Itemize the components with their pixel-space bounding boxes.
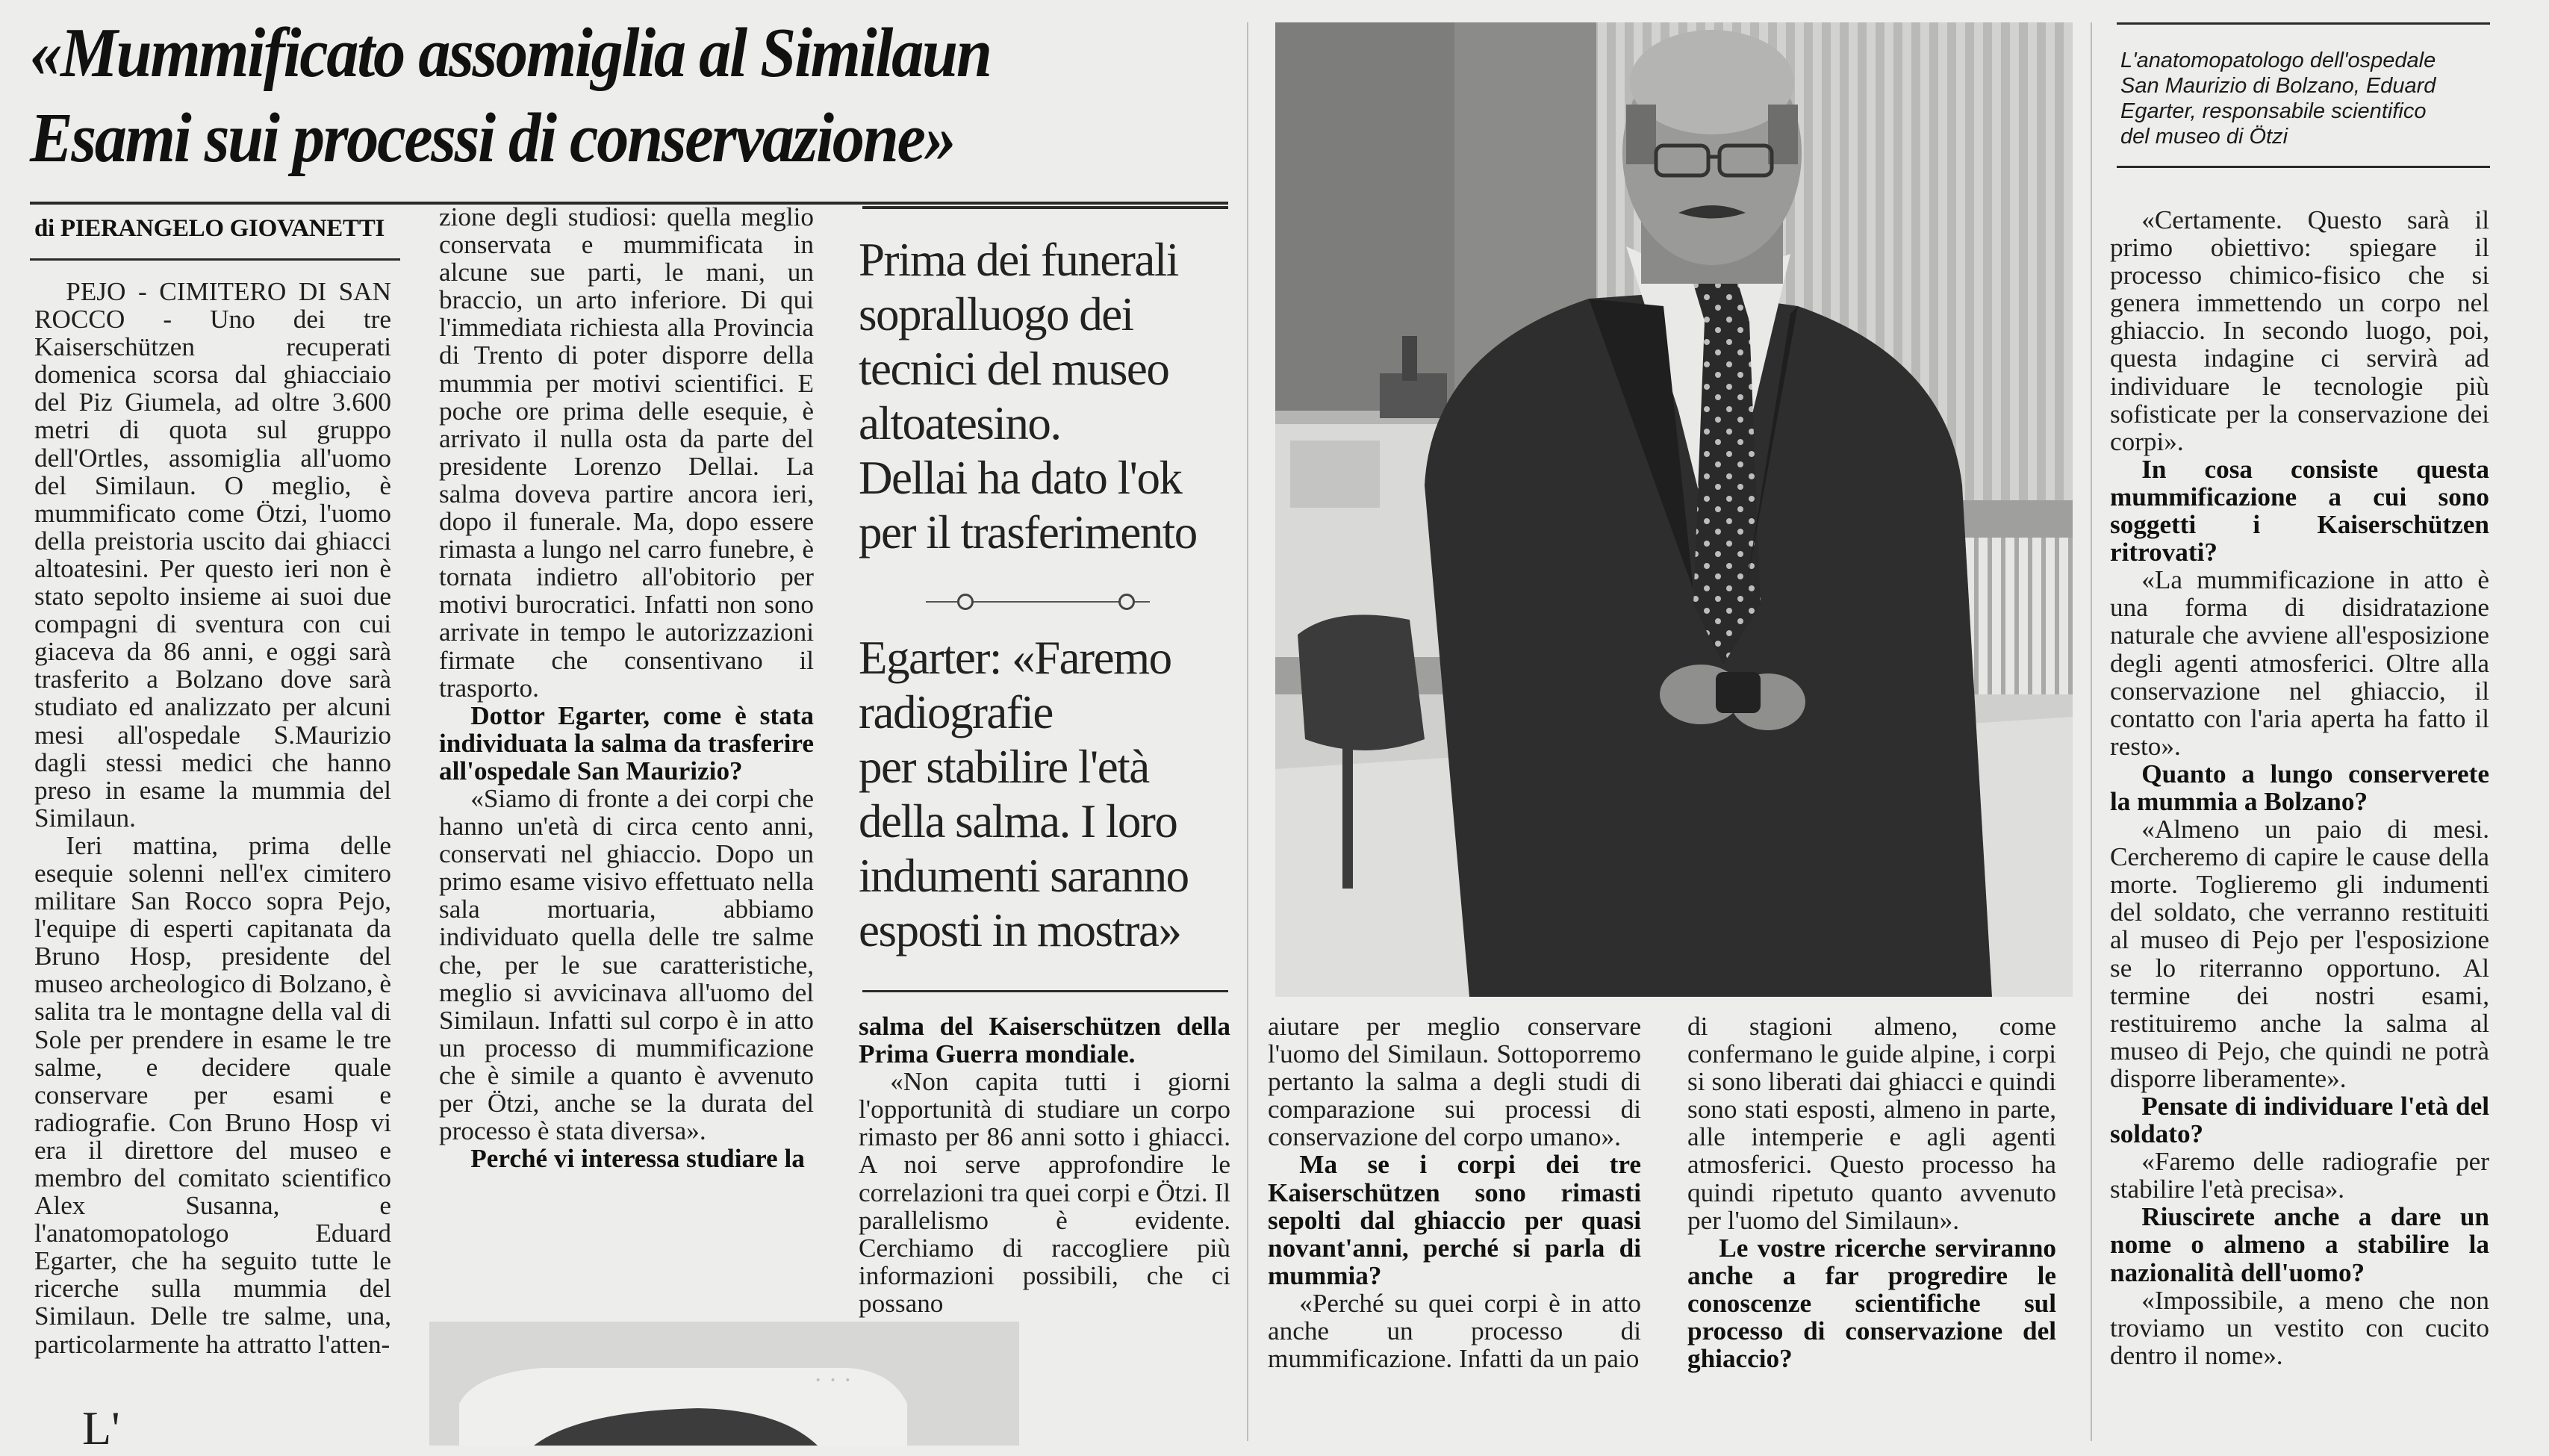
- col2-paragraph-1: zione degli studiosi: quella meglio conservata e mummificata in alcune sue parti, le mani, un braccio, un arto inferiore. Di qui l'immediata richiesta alla Provincia di Trento di poter disporre della mummia per motivi scientifici. E poche ore prima delle esequie, è arrivato il nulla osta da parte del presidente Lorenzo Dellai. La salma doveva partire ancora ieri, dopo il funerale. Ma, dopo essere rimasta a lungo nel carro funebre, è tornata indietro all'obitorio per motivi burocratici. Infatti non sono arrivate in tempo le autorizzazioni firmate che consentivano il trasporto.: [439, 202, 814, 703]
- caption-line: L'anatomopatologo dell'ospedale: [2120, 49, 2436, 72]
- col2-answer-1: «Siamo di fronte a dei corpi che hanno un'età di circa cento anni, conservati nel ghiaccio. Dopo un primo esame visivo effettuato nella sala mortuaria, abbiamo individuato quella delle tre salme che, per le sue caratteristiche, meglio si avvicinava all'uomo del Similaun. Infatti sul corpo è in atto un processo di mummificazione che è simile a quanto è avvenuto per Ötzi, anche se la durata del processo è stata diversa».: [439, 783, 814, 1146]
- ornament-dot-left: [957, 594, 974, 610]
- column-4: [1268, 1012, 1641, 1372]
- col6-answer-5: «Impossibile, a meno che non troviamo un vestito con cucito dentro il nome».: [2110, 1285, 2489, 1370]
- col1-partial-text: L': [82, 1401, 120, 1455]
- box-bottom-rule: [862, 990, 1228, 992]
- column-5: [1687, 1012, 2056, 1372]
- col6-answer-4: «Faremo delle radiografie per stabilire l'età precisa».: [2110, 1147, 2489, 1204]
- col6-answer-1: «Certamente. Questo sarà il primo obiettivo: spiegare il processo chimico-fisico che si genera immettendo un corpo nel ghiaccio. In secondo luogo, poi, questa indagine ci servirà ad individuare le tecnologie più sofisticate per la conservazione dei corpi».: [2110, 205, 2489, 456]
- headline-line-1: «Mummificato assomiglia al Similaun: [30, 14, 991, 92]
- summary-line: indumenti saranno: [859, 850, 1189, 902]
- col2-question-2: Perché vi interessa studiare la: [470, 1144, 805, 1174]
- article-headline: [30, 10, 1157, 181]
- col1-paragraph-2: Ieri mattina, prima delle esequie solenni nell'ex cimitero militare San Rocco sopra Pejo, l'equipe di esperti capitanata da Bruno Hosp, presidente del museo archeologico di Bolzano, è salita tra le montagne della val di Sole per prendere in esame le tre salme, e decidere quale conservare per esami e radiografie. Con Bruno Hosp vi era il direttore del museo e membro del comitato scientifico Alex Susanna, e l'anatomopatologo Eduard Egarter, che ha seguito tutte le ricerche sulla mummia del Similaun. Delle tre salme, una, particolarmente ha attratto l'atten-: [34, 830, 391, 1359]
- caption-bottom-rule: [2117, 166, 2490, 168]
- summary-line: sopralluogo dei: [859, 288, 1133, 340]
- column-3: [859, 1012, 1230, 1317]
- summary-line: Dellai ha dato l'ok: [859, 452, 1182, 504]
- column-1: [34, 278, 391, 1358]
- summary-line: radiografie: [859, 686, 1053, 738]
- caption-top-rule: [2117, 22, 2490, 25]
- col4-question: Ma se i corpi dei tre Kaiserschützen sono rimasti sepolti dal ghiaccio per quasi novant'anni, perché si parla di mummia?: [1268, 1150, 1641, 1290]
- lower-photo-strip: [429, 1322, 1019, 1446]
- summary-line: per stabilire l'età: [859, 741, 1149, 793]
- col4-answer: aiutare per meglio conservare l'uomo del Similaun. Sottoporremo pertanto la salma a degli studi di comparazione sui processi di conservazione del corpo umano».: [1268, 1012, 1641, 1152]
- col6-question-3: Quanto a lungo conserverete la mummia a Bolzano?: [2110, 759, 2489, 816]
- col1-paragraph-1: PEJO - CIMITERO DI SAN ROCCO - Uno dei tre Kaiserschützen recuperati domenica scorsa dal ghiacciaio del Piz Giumela, ad oltre 3.600 metri di quota sul gruppo dell'Ortles, assomiglia all'uomo del Similaun. O meglio, è mummificato come Ötzi, l'uomo della preistoria uscito dai ghiacci altoatesini. Per questo ieri non è stato sepolto insieme ai suoi due compagni di sventura con cui giaceva da 86 anni, e oggi sarà trasferito a Bolzano dove sarà studiato ed analizzato per alcuni mesi all'ospedale S.Maurizio dagli stessi medici che hanno preso in esame la mummia del Similaun.: [34, 277, 391, 833]
- summary-line: tecnici del museo: [859, 343, 1169, 395]
- column-divider: [1247, 22, 1248, 1441]
- ornament-dot-right: [1118, 594, 1135, 610]
- col3-answer: «Non capita tutti i giorni l'opportunità di studiare un corpo rimasto per 86 anni sotto i ghiacci. A noi serve approfondire le correlazioni tra quei corpi e Ötzi. Il parallelismo è evidente. Cerchiamo di raccogliere più informazioni possibili, che ci possano: [859, 1067, 1230, 1318]
- byline: di PIERANGELO GIOVANETTI: [34, 215, 385, 242]
- col6-answer-2: «La mummificazione in atto è una forma di disidratazione naturale che avviene all'esposizione degli agenti atmosferici. Oltre alla conservazione nel ghiaccio, il contatto con l'aria aperta ha fatto il resto».: [2110, 565, 2489, 761]
- col2-question-1: Dottor Egarter, come è stata individuata la salma da trasferire all'ospedale San Maurizio?: [439, 700, 814, 785]
- col6-question-5: Riuscirete anche a dare un nome o almeno a stabilire la nazionalità dell'uomo?: [2110, 1202, 2489, 1287]
- summary-line: Egarter: «Faremo: [859, 632, 1171, 684]
- col6-answer-3: «Almeno un paio di mesi. Cercheremo di capire le cause della morte. Toglieremo gli indumenti del soldato, che verranno restituiti al museo di Pejo per l'esposizione se lo riterranno opportuno. Al termine dei nostri esami, restituiremo anche la salma al museo di Pejo, che quindi ne potrà disporre liberamente».: [2110, 815, 2489, 1093]
- caption-line: del museo di Ötzi: [2120, 125, 2288, 149]
- column-6: [2110, 206, 2489, 1369]
- col5-answer: di stagioni almeno, come confermano le guide alpine, i corpi si sono liberati dai ghiacci e quindi sono stati esposti, almeno in parte, alle intemperie e agli agenti atmosferici. Questo processo ha quindi ripetuto quanto avvenuto per l'uomo del Similaun».: [1687, 1012, 2056, 1235]
- col3-question: salma del Kaiserschützen della Prima Guerra mondiale.: [859, 1012, 1230, 1069]
- summary-line: per il trasferimento: [859, 506, 1197, 559]
- portrait-photo: [1275, 22, 2073, 997]
- col6-question-4: Pensate di individuare l'età del soldato?: [2110, 1092, 2489, 1149]
- col5-question: Le vostre ricerche serviranno anche a far progredire le conoscenze scientifiche sul processo di conservazione del ghiaccio?: [1687, 1233, 2056, 1374]
- caption-line: Egarter, responsabile scientifico: [2120, 99, 2427, 123]
- bleed-through-text: · · ·: [814, 1366, 852, 1394]
- summary-line: della salma. I loro: [859, 795, 1177, 847]
- summary-box-quote: [859, 631, 1232, 958]
- summary-line: Prima dei funerali: [859, 234, 1178, 286]
- portrait-illustration: [1275, 22, 2073, 997]
- byline-rule: [30, 258, 400, 261]
- summary-box: [859, 233, 1232, 560]
- summary-line: altoatesino.: [859, 397, 1061, 449]
- col6-question-2: In cosa consiste questa mummificazione a cui sono soggetti i Kaiserschützen ritrovati?: [2110, 454, 2489, 567]
- caption-line: San Maurizio di Bolzano, Eduard: [2120, 74, 2436, 98]
- headline-line-2: Esami sui processi di conservazione»: [30, 99, 955, 177]
- column-2: [439, 203, 814, 1172]
- box-top-rule: [862, 206, 1228, 209]
- column-divider: [2091, 22, 2092, 1441]
- photo-caption: [2120, 48, 2494, 149]
- summary-line: esposti in mostra»: [859, 904, 1181, 956]
- col4-answer-2: «Perché su quei corpi è in atto anche un processo di mummificazione. Infatti da un paio: [1268, 1288, 1641, 1374]
